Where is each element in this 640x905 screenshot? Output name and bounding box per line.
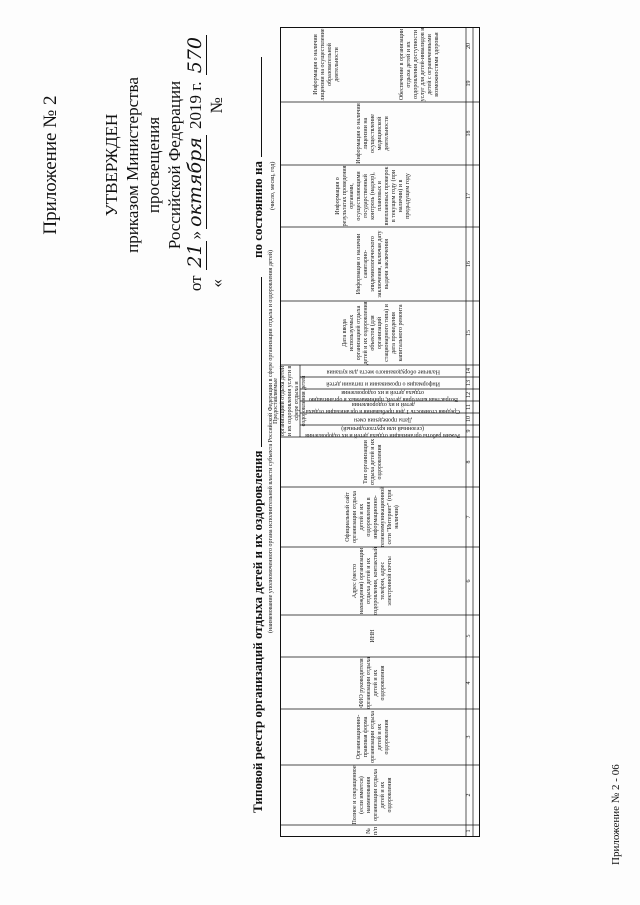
header-col-17: Информация о результатах проведения органами, осуществляющими государственный контроль (надзор), плановых и внеплановых проверок в текущем году (при наличии) и в предыдущем году — [334, 165, 411, 227]
column-number: 15 — [466, 330, 472, 336]
column-number: 1 — [466, 829, 472, 833]
header-col-6: Адрес (место нахождения) организации отдыха детей и их оздоровления, контактный телефон, адрес электронной почты — [352, 547, 393, 615]
header-col-19: Информация о наличии лицензии на осуществление образовательной деятельности — [312, 28, 340, 101]
subheader-5: Информация о проживании и питании детей — [326, 380, 440, 387]
approval-date — [185, 35, 227, 295]
subheader-2: Даты проведения смен — [353, 416, 413, 423]
handwritten-day: 21 — [184, 243, 206, 268]
column-number: 4 — [466, 681, 472, 685]
title-blank-line — [261, 277, 262, 447]
column-number: 10 — [466, 416, 472, 422]
column-number: 20 — [466, 43, 472, 49]
header-col-20: Обеспечение в организации отдыха детей и их оздоровления доступности услуг для детей-инвалидов и детей с ограниченными возможностями здоровья — [398, 27, 440, 102]
approved-label: УТВЕРЖДЕН — [102, 113, 121, 217]
header-col-2: Полное и сокращенное (если имеется) наименования организации отдыха детей и их оздоровления — [352, 765, 393, 825]
date-prefix: от « — [186, 275, 226, 292]
header-col-18: Информация о наличии лицензии на осуществление медицинской деятельности — [355, 103, 390, 164]
column-number: 9 — [466, 429, 472, 433]
subheader-3: Средняя стоимость 1 дня пребывания в организации отдыха детей и их оздоровления — [306, 401, 461, 414]
column-number: 18 — [466, 130, 472, 137]
subheader-1: Режим работы организации отдыха детей и их оздоровления (сезонный или круглогодичный) — [305, 425, 461, 438]
appendix-label: Приложение № 2 — [40, 95, 61, 235]
registry-title-text: Типовой реестр организаций отдыха детей и их оздоровления — [250, 450, 265, 813]
registry-title — [250, 53, 266, 813]
header-col-4: ФИО руководителя организации отдыха детей и их оздоровления — [359, 657, 386, 709]
approval-line-1: приказом Министерства просвещения — [123, 77, 163, 253]
column-number: 16 — [466, 261, 472, 267]
subheader-6: Наличие оборудованного места для купания — [326, 368, 440, 375]
column-number: 12 — [466, 392, 472, 398]
column-number: 11 — [466, 404, 472, 410]
column-number: 8 — [466, 460, 472, 464]
column-number: 7 — [466, 515, 472, 519]
date-mid: » — [186, 230, 205, 240]
approval-line-2: Российской Федерации — [165, 80, 184, 250]
handwritten-month: октября — [184, 137, 206, 227]
as-of-text: по состоянию на — [250, 161, 265, 258]
column-number: 14 — [466, 368, 472, 374]
column-number: 2 — [466, 793, 472, 797]
column-number: 19 — [466, 80, 472, 87]
as-of-blank-line — [261, 57, 262, 157]
column-number: 17 — [466, 193, 472, 199]
header-col-1: № п/п — [366, 826, 379, 836]
footer-label: Приложение № 2 - 06 — [610, 764, 622, 865]
column-number: 3 — [466, 735, 472, 739]
column-number: 13 — [466, 380, 472, 386]
handwritten-number: 570 — [184, 37, 206, 74]
header-col-3: Организационно-правовая форма организации отдыха детей и их оздоровления — [355, 711, 390, 763]
header-col-7: Официальный сайт организации отдыха детей и их оздоровления в информационно-телекоммуникационной сети "Интернет" (при наличии) — [345, 486, 400, 548]
approval-block — [40, 35, 227, 295]
date-format-note: (число, месяц, год) — [270, 161, 276, 210]
column-number: 5 — [466, 634, 472, 638]
header-col-15: Дата ввода используемых организацией отдыха детей и их оздоровления объектов (для организаций стационарного типа) и дата проведения капитального ремонта — [341, 301, 404, 365]
header-col-16: Информация о наличии санитарно-эпидемиологического заключения, включая дату выдачи заключения — [355, 230, 390, 298]
header-col-5: ИНН — [369, 629, 376, 643]
as-of — [250, 53, 266, 258]
header-group-services: Предоставляемые организацией отдыха детей и их оздоровления услуги в сфере отдыха и оздоровления детей — [272, 365, 307, 437]
column-number: 6 — [466, 579, 472, 583]
registry-subtitle: (наименование уполномоченного органа исполнительной власти субъекта Российской Федерации в сфере организации отдыха и оздоровления детей) — [268, 249, 274, 633]
date-year: 2019 г. № — [186, 81, 226, 130]
header-col-8: Тип организации отдыха детей и их оздоровления — [362, 438, 383, 486]
subheader-4: Возрастная категория детей, принимаемых в организацию отдыха детей и их оздоровления — [308, 389, 458, 402]
